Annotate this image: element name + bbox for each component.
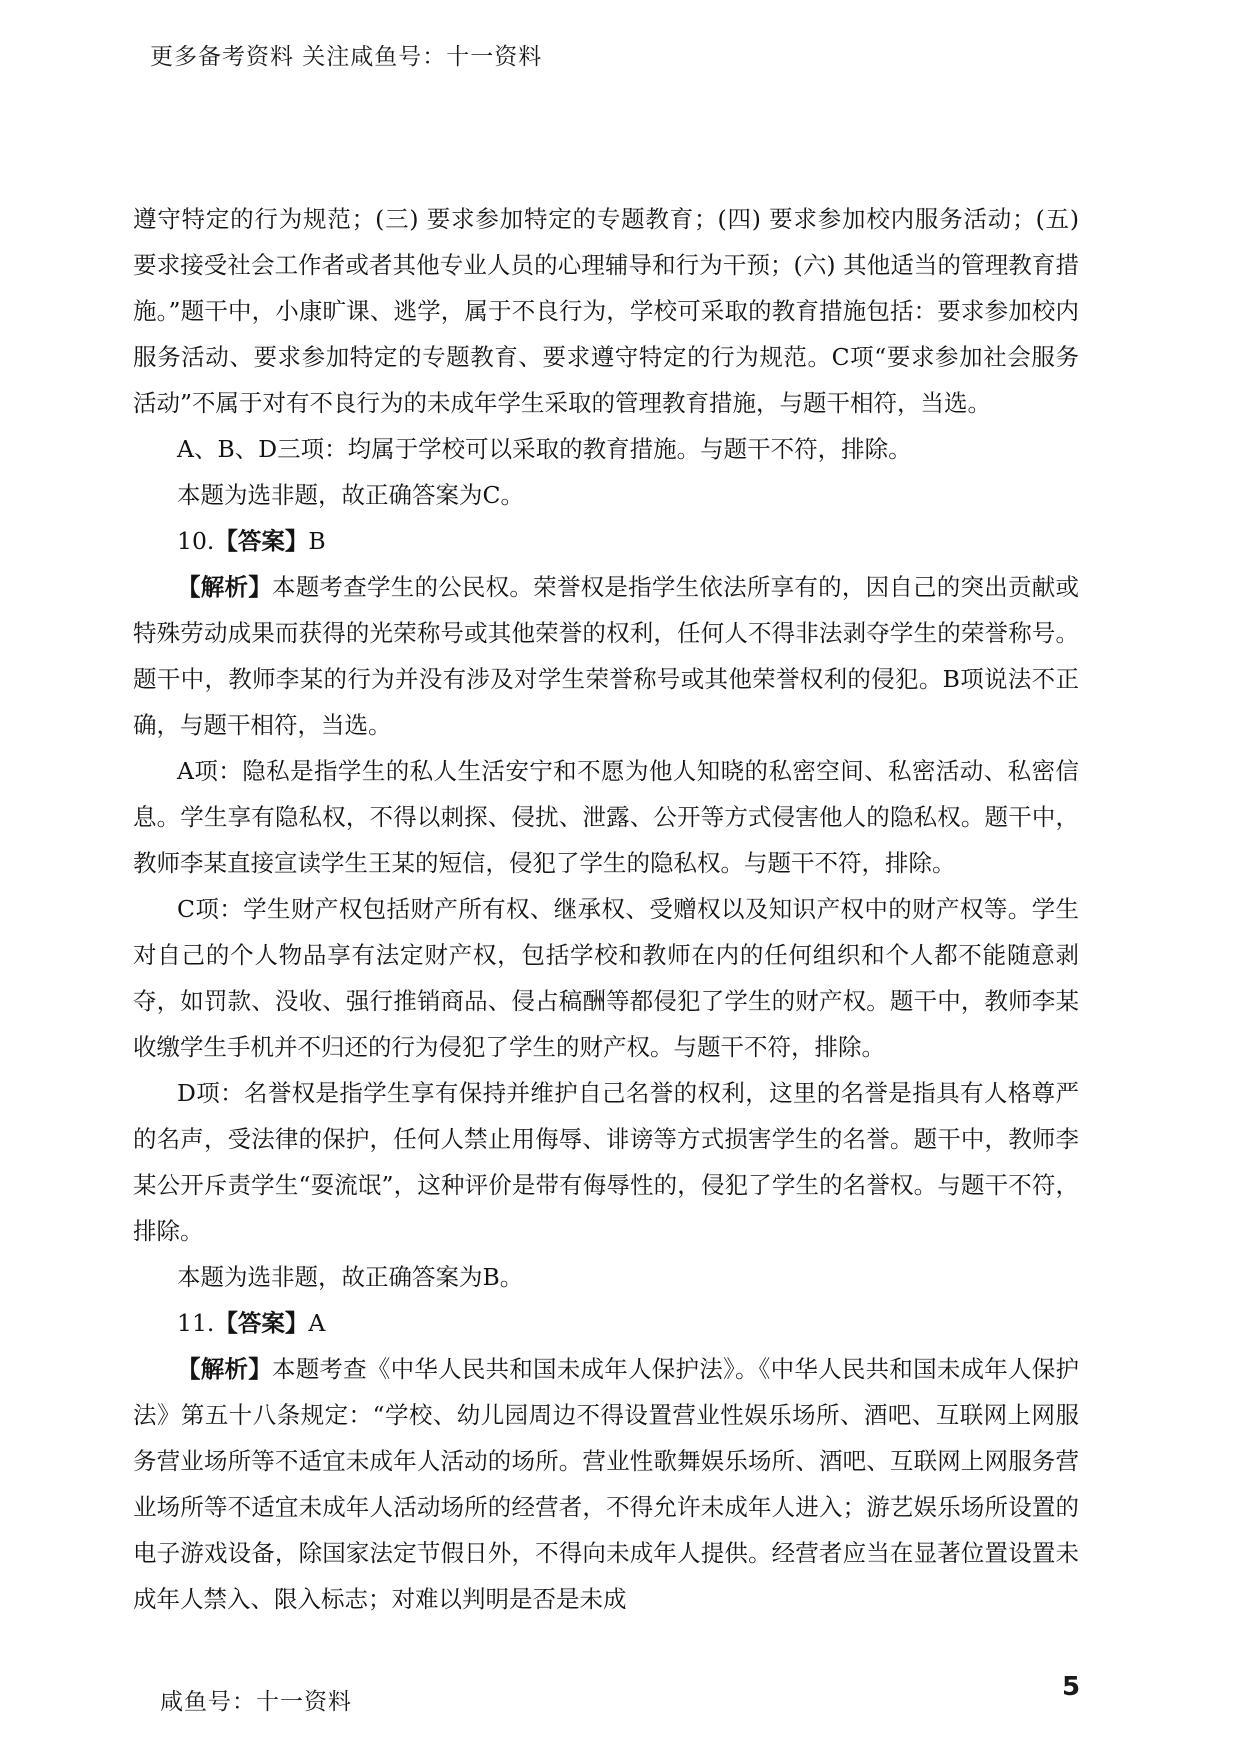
document-body	[133, 196, 1079, 1622]
answer-value: B	[308, 527, 326, 555]
paragraph-q9-options-abd: A、B、D三项：均属于学校可以采取的教育措施。与题干不符，排除。	[177, 435, 912, 463]
header-promo-note: 更多备考资料 关注咸鱼号：十一资料	[150, 44, 543, 70]
paragraph-q9-analysis-continued: 遵守特定的行为规范；(三) 要求参加特定的专题教育；(四) 要求参加校内服务活动；(五) 要求接受社会工作者或者其他专业人员的心理辅导和行为干预；(六) 其他适当的管理教育措施。”题干中，小康旷课、逃学，属于不良行为，学校可采取的教育措施包括：要求参加校内服务活动、要求参加特定的专题教育、要求遵守特定的行为规范。C项“要求参加社会服务活动”不属于对有不良行为的未成年学生采取的管理教育措施，与题干相符，当选。	[133, 205, 1079, 417]
answer-value: A	[308, 1309, 326, 1337]
question-10-option-a: A项：隐私是指学生的私人生活安宁和不愿为他人知晓的私密空间、私密活动、私密信息。学生享有隐私权，不得以刺探、侵扰、泄露、公开等方式侵害他人的隐私权。题干中，教师李某直接宣读学生王某的短信，侵犯了学生的隐私权。与题干不符，排除。	[133, 757, 1079, 877]
question-11-analysis	[133, 1346, 1079, 1622]
question-number: 11.	[177, 1309, 215, 1337]
question-10-option-d: D项：名誉权是指学生享有保持并维护自己名誉的权利，这里的名誉是指具有人格尊严的名声，受法律的保护，任何人禁止用侮辱、诽谤等方式损害学生的名誉。题干中，教师李某公开斥责学生“耍流氓”，这种评价是带有侮辱性的，侵犯了学生的名誉权。与题干不符，排除。	[133, 1079, 1079, 1245]
analysis-text: 本题考查《中华人民共和国未成年人保护法》。《中华人民共和国未成年人保护法》第五十八条规定：“学校、幼儿园周边不得设置营业性娱乐场所、酒吧、互联网上网服务营业场所等不适宜未成年人活动的场所。营业性歌舞娱乐场所、酒吧、互联网上网服务营业场所等不适宜未成年人活动场所的经营者，不得允许未成年人进入；游艺娱乐场所设置的电子游戏设备，除国家法定节假日外，不得向未成年人提供。经营者应当在显著位置设置未成年人禁入、限入标志；对难以判明是否是未成	[133, 1355, 1080, 1613]
answer-label: 【答案】	[214, 1309, 309, 1337]
question-10-option-c: C项：学生财产权包括财产所有权、继承权、受赠权以及知识产权中的财产权等。学生对自己的个人物品享有法定财产权，包括学校和教师在内的任何组织和个人都不能随意剥夺，如罚款、没收、强行推销商品、侵占稿酬等都侵犯了学生的财产权。题干中，教师李某收缴学生手机并不归还的行为侵犯了学生的财产权。与题干不符，排除。	[133, 895, 1079, 1061]
question-10-answer	[133, 518, 1079, 564]
page-number: 5	[1062, 1672, 1081, 1702]
footer-note: 咸鱼号：十一资料	[160, 1689, 352, 1715]
analysis-text: 本题考查学生的公民权。荣誉权是指学生依法所享有的，因自己的突出贡献或特殊劳动成果而获得的光荣称号或其他荣誉的权利，任何人不得非法剥夺学生的荣誉称号。题干中，教师李某的行为并没有涉及对学生荣誉称号或其他荣誉权利的侵犯。B项说法不正确，与题干相符，当选。	[133, 573, 1080, 739]
question-10-conclusion: 本题为选非题，故正确答案为B。	[177, 1263, 524, 1291]
question-10-analysis	[133, 564, 1079, 748]
paragraph-q9-conclusion: 本题为选非题，故正确答案为C。	[177, 481, 524, 509]
analysis-label: 【解析】	[177, 1355, 272, 1383]
analysis-label: 【解析】	[177, 573, 272, 601]
question-11-answer	[133, 1300, 1079, 1346]
answer-label: 【答案】	[214, 527, 309, 555]
question-number: 10.	[177, 527, 215, 555]
